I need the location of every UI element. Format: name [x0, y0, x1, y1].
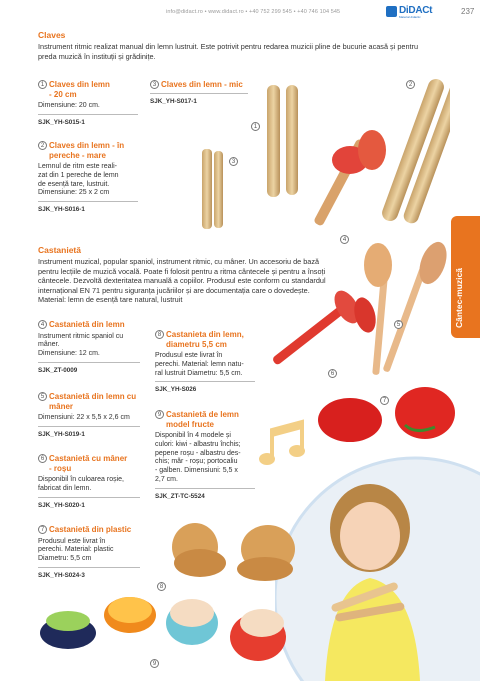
product-desc-line: pepene roșu - albastru des- — [155, 449, 241, 457]
image-label-number: 3 — [229, 157, 238, 166]
divider — [38, 426, 140, 427]
claves-large-image — [380, 77, 450, 225]
divider — [38, 497, 140, 498]
claves-title: Claves — [38, 30, 66, 40]
divider — [155, 381, 255, 382]
image-label — [150, 653, 161, 671]
product-title-line: Castanietă de lemn — [166, 410, 239, 419]
product-title — [38, 141, 143, 151]
product-number: 6 — [38, 454, 47, 463]
product-desc-line: de esență tare, lustruit. — [38, 180, 110, 188]
product-title-line: Claves din lemn - mic — [161, 80, 243, 89]
product-code: SJK_ZT-TC-5524 — [155, 492, 205, 500]
product-desc-line: fabricat din lemn. — [38, 484, 92, 492]
product-desc-line: Diametru: 5,5 cm — [38, 555, 92, 563]
product-title-line: Castanieta din lemn, — [166, 330, 244, 339]
product-title-line: model fructe — [166, 419, 215, 429]
image-label-number: 7 — [380, 396, 389, 405]
product-number: 1 — [38, 80, 47, 89]
product-desc-line: Produsul este livrat în — [38, 537, 106, 545]
product-title — [155, 330, 267, 340]
divider — [38, 362, 140, 363]
product-claves-20cm — [38, 80, 138, 126]
header-contact: info@didact.ro • www.didact.ro • +40 752 299 545 • +40 746 104 545 — [166, 9, 341, 15]
product-castanet-wood — [38, 320, 148, 374]
product-desc-line: ral lustruit Diametru: 5,5 cm. — [155, 369, 243, 377]
product-number: 5 — [38, 392, 47, 401]
product-title-line: pereche - mare — [49, 150, 106, 160]
castanieta-title: Castanietă — [38, 245, 81, 255]
image-label-number: 6 — [328, 369, 337, 378]
product-title-line: Castanietă din lemn cu — [49, 392, 137, 401]
product-castanet-fruit — [155, 410, 267, 500]
claves-intro-line: preda muzică în instituții și grădinițe. — [38, 51, 156, 61]
product-title-line: - roșu — [49, 463, 72, 473]
claves-20cm-image — [267, 85, 298, 197]
divider — [38, 114, 138, 115]
brand-name: DiDACt — [399, 5, 433, 16]
product-title — [38, 392, 148, 402]
image-label — [394, 314, 405, 332]
product-desc-line: Lemnul de ritm este reali- — [38, 163, 117, 170]
product-desc-line: Dimensiune: 25 x 2 cm — [38, 189, 110, 197]
product-castanet-wood-handle — [38, 392, 148, 438]
product-title-line: diametru 5,5 cm — [166, 339, 227, 349]
brand-logo-icon — [386, 6, 397, 17]
castanet-wood-handle-image — [364, 238, 452, 375]
product-number: 2 — [38, 141, 47, 150]
castanet-wood-and-fruit-photos — [30, 515, 300, 675]
product-desc-line: - galben. Dimensiuni: 5,5 x — [155, 467, 238, 475]
product-title-line: Castanietă cu mâner — [49, 454, 128, 463]
castanieta-intro-line: cântecele. Dezvoltă dexteritatea manuală a copiilor. Produsul este conform cu standardul — [38, 276, 326, 286]
castanet-red-handle-image — [271, 286, 379, 365]
product-code: SJK_YH-S024-3 — [38, 571, 85, 579]
product-desc-line: chis; măr - roșu; portocaliu — [155, 458, 238, 466]
castanet-fruit-image — [40, 597, 286, 661]
image-label — [380, 390, 391, 408]
brand-logo — [386, 5, 448, 19]
product-code: SJK_ZT-0009 — [38, 366, 78, 374]
product-number: 8 — [155, 330, 164, 339]
castanieta-intro-line: Material: lemn de esență tare natural, lustruit — [38, 295, 183, 305]
product-desc-line: perechi. Material: lemn natu- — [155, 360, 244, 368]
divider — [155, 488, 255, 489]
product-code: SJK_YH-S015-1 — [38, 118, 85, 126]
product-number: 7 — [38, 525, 47, 534]
brand-subtitle: Material didactic — [399, 15, 421, 19]
image-label — [406, 74, 417, 92]
castanieta-intro-line: pentru lecțiile de muzică vocală. Poate fi folosit pentru a ritma cântecele și pentru a însoți — [38, 266, 326, 276]
product-title — [38, 454, 148, 464]
claves-intro-line: Instrument ritmic realizat manual din lemn lustruit. Este potrivit pentru redarea muzicii pline de bucurie acasă și pentru — [38, 42, 419, 51]
product-number: 3 — [150, 80, 159, 89]
product-desc-line: Dimensiuni: 22 x 5,5 x 2,6 cm — [38, 414, 130, 421]
image-label-number: 4 — [340, 235, 349, 244]
image-label-number: 5 — [394, 320, 403, 329]
product-code: SJK_YH-S019-1 — [38, 430, 85, 438]
claves-intro — [38, 42, 463, 61]
castanet-handle-image — [313, 130, 386, 227]
image-label-number: 1 — [251, 122, 260, 131]
product-code: SJK_YH-S020-1 — [38, 501, 85, 509]
product-desc-line: Instrument ritmic spaniol cu — [38, 332, 124, 340]
image-label — [157, 576, 168, 594]
product-code: SJK_YH-S016-1 — [38, 206, 85, 214]
product-desc-line: Disponibil în 4 modele și — [155, 432, 231, 439]
product-desc-line: Produsul este livrat în — [155, 352, 223, 359]
product-title — [38, 80, 138, 90]
image-label-number: 9 — [150, 659, 159, 668]
side-tab-label: Cântec-muzică — [454, 268, 464, 328]
page-number: 237 — [461, 7, 475, 16]
product-desc-line: culori: kiwi - albastru închis; — [155, 440, 241, 448]
product-desc-line: Dimensiune: 12 cm. — [38, 350, 100, 358]
image-label — [251, 116, 262, 134]
claves-product-photos — [140, 75, 450, 240]
image-label — [229, 151, 240, 169]
product-desc-line: 2,7 cm. — [155, 475, 178, 483]
product-title-line: - 20 cm — [49, 89, 77, 99]
product-number: 9 — [155, 410, 164, 419]
product-title-line: Castanietă din lemn — [49, 320, 125, 329]
castanet-product-photos — [255, 235, 470, 445]
product-title-line: mâner — [49, 401, 74, 411]
product-desc-line: Dimensiune: 20 cm. — [38, 102, 100, 109]
product-title — [155, 410, 267, 420]
product-castanet-wood-55 — [155, 330, 267, 393]
product-castanet-red-handle — [38, 454, 148, 509]
product-desc-line: perechi. Material: plastic — [38, 546, 114, 554]
product-number: 4 — [38, 320, 47, 329]
product-code: SJK_YH-S026 — [155, 386, 197, 394]
product-title — [38, 320, 148, 330]
product-desc-line: mâner. — [38, 341, 60, 349]
claves-small-image — [202, 149, 223, 229]
product-desc-line: Disponibil în culoarea roșie, — [38, 476, 124, 483]
girl-playing-claves-photo — [275, 448, 480, 681]
image-label-number: 2 — [406, 80, 415, 89]
divider — [38, 201, 138, 202]
product-title-line: Claves din lemn — [49, 80, 110, 89]
image-label — [328, 363, 339, 381]
product-title-line: Claves din lemn - în — [49, 141, 125, 150]
product-title-line: Castanietă din plastic — [49, 525, 132, 534]
castanieta-intro-line: internațional EN 71 pentru siguranța jucăriilor și are documentația care o dovedește. — [38, 285, 310, 295]
castanet-wood-55-image — [172, 523, 295, 581]
product-claves-pair-large — [38, 141, 143, 213]
image-label-number: 8 — [157, 582, 166, 591]
product-code: SJK_YH-S017-1 — [150, 97, 197, 105]
castanieta-intro-line: Instrument muzical, popular spaniol, instrument ritmic, cu mâner. Un accesoriu de bază — [38, 257, 320, 266]
product-desc-line: zat din 1 pereche de lemn — [38, 171, 119, 179]
